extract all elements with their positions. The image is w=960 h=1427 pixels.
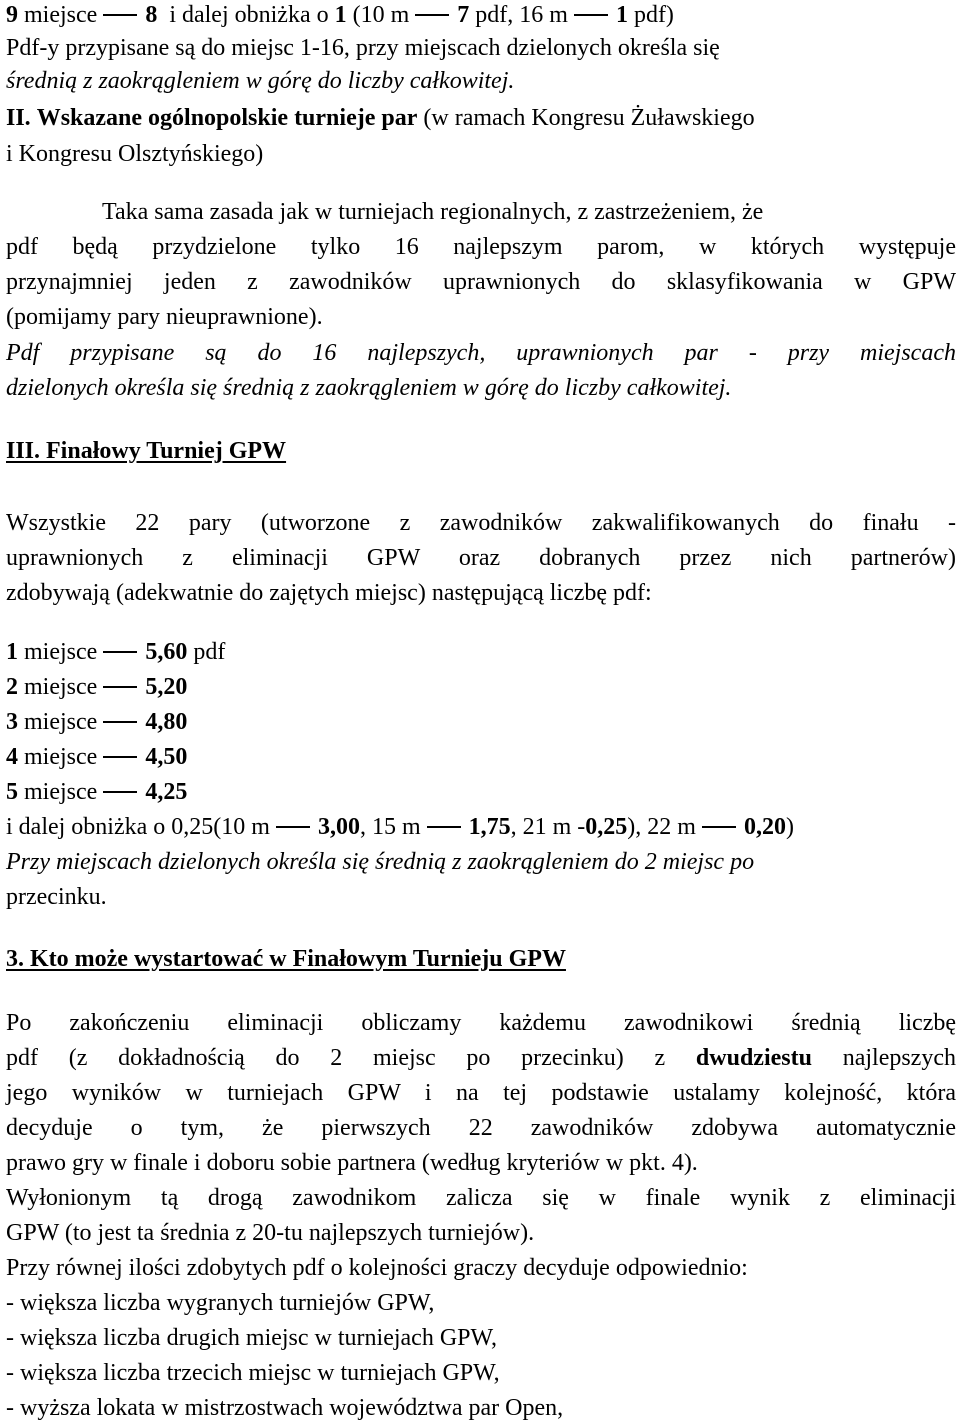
further-c: , 15 m	[359, 814, 421, 840]
place-value: 4,25	[145, 779, 188, 805]
section-2-number: II.	[6, 105, 31, 131]
dash	[103, 651, 137, 653]
section-4-p1-line-4: decyduje o tym, że pierwszych 22 zawodników zdobywa automatycznie	[6, 1115, 956, 1141]
top-line-2: Pdf-y przypisane są do miejsc 1-16, przy miejscach dzielonych określa się	[6, 35, 720, 61]
dash	[427, 826, 461, 828]
section-4-p2-line-1: Wyłonionym tą drogą zawodnikom zalicza się w finale wynik z eliminacji	[6, 1185, 956, 1211]
further-h: 0,20	[743, 814, 786, 840]
reduction-detail-2: pdf, 16 m	[475, 2, 568, 28]
list-item: - wyższa lokata w mistrzostwach województwa par Open,	[6, 1395, 564, 1421]
place-value: 4,80	[145, 709, 188, 735]
place-value: 4,50	[145, 744, 188, 770]
further-e: , 21 m -	[510, 814, 586, 840]
section-4-p1-line-2	[6, 1043, 956, 1073]
text: pdf (z dokładnością do 2 miejsc po przecinku) z	[6, 1045, 666, 1071]
dash	[103, 791, 137, 793]
section-2-heading-line-2: i Kongresu Olsztyńskiego)	[6, 141, 264, 167]
place-number: 3	[6, 709, 18, 735]
dash	[574, 14, 608, 16]
section-4-p1-line-3: jego wyników w turniejach GPW i na tej podstawie ustalamy kolejność, która	[6, 1080, 956, 1106]
section-4-p1-line-1: Po zakończeniu eliminacji obliczamy każdemu zawodnikowi średnią liczbę	[6, 1010, 956, 1036]
place-word: miejsce	[24, 779, 98, 805]
further-d: 1,75	[468, 814, 511, 840]
points-value: 8	[145, 2, 158, 28]
place-word: miejsce	[24, 674, 98, 700]
dash	[702, 826, 736, 828]
section-2-p1-line-4: (pomijamy pary nieuprawnione).	[6, 304, 323, 330]
section-4-p2-line-2: GPW (to jest ta średnia z 20-tu najlepszych turniejów).	[6, 1220, 535, 1246]
section-2-heading	[6, 103, 755, 133]
text: najlepszych	[842, 1045, 956, 1071]
reduction-detail-1: (10 m	[352, 2, 410, 28]
place-row	[6, 777, 187, 807]
place-word: miejsce	[24, 709, 98, 735]
dash	[276, 826, 310, 828]
place-value: 5,60	[145, 639, 188, 665]
list-item: - większa liczba wygranych turniejów GPW,	[6, 1290, 435, 1316]
reduction-step: 1	[334, 2, 347, 28]
section-2-p1-line-2: pdf będą przydzielone tylko 16 najlepszym parom, w których występuje	[6, 234, 956, 260]
dash	[415, 14, 449, 16]
place-number: 4	[6, 744, 18, 770]
top-line-3: średnią z zaokrągleniem w górę do liczby całkowitej.	[6, 68, 515, 94]
section-3-p1-line-2: uprawnionych z eliminacji GPW oraz dobranych przez nich partnerów)	[6, 545, 956, 571]
dash	[103, 686, 137, 688]
emphasis: dwudziestu	[695, 1045, 812, 1071]
place-number: 1	[6, 639, 18, 665]
place-word: miejsce	[24, 2, 98, 28]
list-item: - większa liczba trzecich miejsc w turniejach GPW,	[6, 1360, 500, 1386]
place-value: 5,20	[145, 674, 188, 700]
list-item: - większa liczba drugich miejsc w turniejach GPW,	[6, 1325, 497, 1351]
further-reduction	[6, 812, 794, 842]
top-line-1	[6, 0, 674, 30]
section-2-title: Wskazane ogólnopolskie turnieje par	[36, 105, 418, 131]
further-b: 3,00	[317, 814, 360, 840]
section-4-p1-line-5: prawo gry w finale i doboru sobie partnera (według kryteriów w pkt. 4).	[6, 1150, 698, 1176]
place-row	[6, 742, 187, 772]
dash	[103, 14, 137, 16]
section-3-note-line-1: Przy miejscach dzielonych określa się średnią z zaokrągleniem do 2 miejsc po	[6, 849, 755, 875]
place-row	[6, 672, 187, 702]
section-2-p2-line-1: Pdf przypisane są do 16 najlepszych, uprawnionych par - przy miejscach	[6, 340, 956, 366]
section-3-heading: III. Finałowy Turniej GPW	[6, 438, 287, 464]
dash	[103, 756, 137, 758]
place-row	[6, 637, 225, 667]
dash	[103, 721, 137, 723]
section-2-p1-line-1: Taka sama zasada jak w turniejach regionalnych, z zastrzeżeniem, że	[102, 199, 764, 225]
section-2-p2-line-2: dzielonych określa się średnią z zaokrągleniem w górę do liczby całkowitej.	[6, 375, 732, 401]
section-3-p1-line-1: Wszystkie 22 pary (utworzone z zawodników zakwalifikowanych do finału -	[6, 510, 956, 536]
section-3-note-line-2: przecinku.	[6, 884, 107, 910]
section-2-title-rest: (w ramach Kongresu Żuławskiego	[423, 105, 755, 131]
reduction-value-1: 7	[457, 2, 470, 28]
place-number: 5	[6, 779, 18, 805]
section-2-p1-line-3: przynajmniej jeden z zawodników uprawnionych do sklasyfikowania w GPW	[6, 269, 956, 295]
reduction-text: i dalej obniżka o	[169, 2, 329, 28]
place-word: miejsce	[24, 639, 98, 665]
section-4-p3: Przy równej ilości zdobytych pdf o kolejności graczy decyduje odpowiednio:	[6, 1255, 748, 1281]
place-unit: pdf	[193, 639, 226, 665]
reduction-value-2: 1	[615, 2, 628, 28]
place-number: 9	[6, 2, 18, 28]
further-g: ), 22 m	[627, 814, 696, 840]
section-4-heading: 3. Kto może wystartować w Finałowym Turnieju GPW	[6, 946, 566, 972]
further-f: 0,25	[585, 814, 628, 840]
section-3-p1-line-3: zdobywają (adekwatnie do zajętych miejsc) następującą liczbę pdf:	[6, 580, 652, 606]
place-row	[6, 707, 187, 737]
reduction-detail-3: pdf)	[633, 2, 674, 28]
further-a: i dalej obniżka o 0,25(10 m	[6, 814, 270, 840]
place-word: miejsce	[24, 744, 98, 770]
further-i: )	[785, 814, 794, 840]
place-number: 2	[6, 674, 18, 700]
